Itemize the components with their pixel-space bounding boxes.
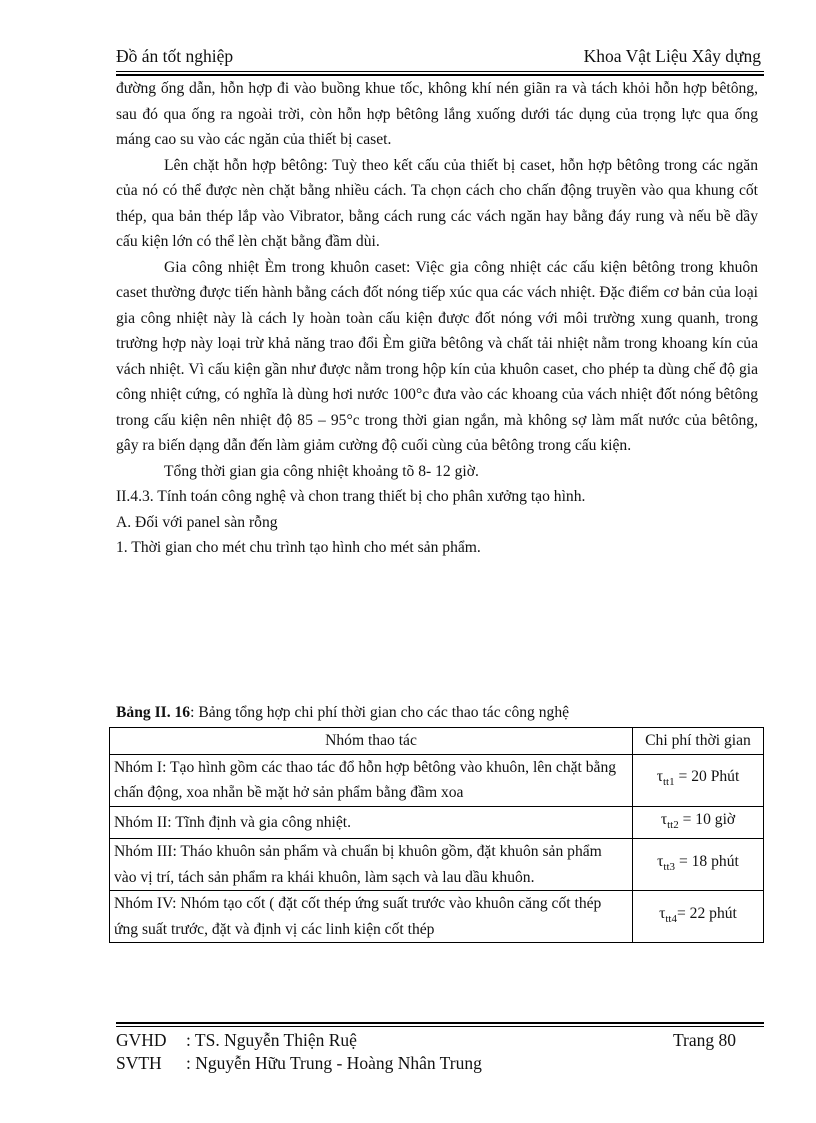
advisor-name: : TS. Nguyễn Thiện Ruệ (186, 1030, 357, 1050)
table-caption-text: : Bảng tổng hợp chi phí thời gian cho các thao tác công nghệ (190, 704, 570, 721)
header-faculty: Khoa Vật Liệu Xây dựng (583, 46, 761, 66)
student-label: SVTH (116, 1053, 162, 1073)
header-group: Nhóm thao tác (110, 728, 633, 755)
operations-time-table (109, 727, 764, 943)
header-time: Chi phí thời gian (633, 728, 764, 755)
tau-subscript: tt2 (667, 818, 679, 831)
paragraph-continuation: đường ống dẫn, hỗn hợp đi vào buồng khue tốc, không khí nén giãn ra và tách khỏi hỗn hợp bêtông, sau đó qua ống ra ngoài trời, còn hỗn hợp bêtông lắng xuống dưới tác dụng của trọng lực qua ống máng cao su vào các ngăn của thiết bị caset. (116, 80, 758, 148)
footer-rule-thick (116, 1022, 764, 1024)
student-names: : Nguyễn Hữu Trung - Hoàng Nhân Trung (186, 1053, 482, 1073)
time-cell (633, 839, 764, 891)
tau-symbol: τ (656, 768, 663, 786)
footer-advisor-row (116, 1029, 736, 1052)
time-cell (633, 754, 764, 806)
footer-rule-thin (116, 1026, 764, 1027)
item-heading: 1. Thời gian cho mét chu trình tạo hình cho mét sản phẩm. (116, 539, 481, 556)
table-row (110, 806, 764, 839)
group-cell: Nhóm I: Tạo hình gồm các thao tác đổ hỗn hợp bêtông vào khuôn, lên chặt bằng chấn động, xoa nhẵn bề mặt hở sản phẩm bằng đầm xoa (110, 754, 633, 806)
time-value: = 18 phút (675, 852, 739, 870)
tau-subscript: tt4 (665, 912, 677, 925)
tau-symbol: τ (660, 810, 668, 828)
section-heading: II.4.3. Tính toán công nghệ và chon trang thiết bị cho phân xưởng tạo hình. (116, 488, 586, 505)
tau-subscript: tt1 (662, 776, 675, 789)
tau-subscript: tt3 (663, 860, 676, 873)
table-header-row (110, 728, 764, 755)
group-cell: Nhóm IV: Nhóm tạo cốt ( đặt cốt thép ứng suất trước vào khuôn căng cốt thép ứng suất trước, đặt và định vị các linh kiện cốt thép (110, 891, 633, 943)
body-text (116, 76, 758, 561)
tau-symbol: τ (659, 904, 666, 922)
advisor-label: GVHD (116, 1030, 167, 1050)
table-row (110, 891, 764, 943)
header-project-title: Đồ án tốt nghiệp (116, 46, 234, 66)
page-footer (116, 1029, 736, 1075)
page-header (116, 46, 761, 72)
time-value: = 20 Phút (674, 768, 740, 786)
group-cell: Nhóm II: Tĩnh định và gia công nhiệt. (110, 806, 633, 839)
paragraph-compaction: Lên chặt hỗn hợp bêtông: Tuỳ theo kết cấu của thiết bị caset, hỗn hợp bêtông trong các ngăn của nó có thể được nèn chặt bằng nhiều cách. Ta chọn cách cho chấn động truyền vào qua khung cốt thép, qua bản thép lắp vào Vibrator, bằng cách rung các vách ngăn hay bằng đáy rung và nếu bề dầy cấu kiện lớn có thể lèn chặt bằng đầm dùi. (116, 156, 758, 250)
page-number: Trang 80 (672, 1030, 736, 1050)
paragraph-heat-treatment: Gia công nhiệt Èm trong khuôn caset: Việc gia công nhiệt các cấu kiện bêtông trong khuôn caset thường được tiến hành bằng cách đốt nóng tiếp xúc qua các vách nhiệt. Đặc điểm cơ bản của loại gia công nhiệt này là cách ly hoàn toàn cấu kiện được đốt nóng với môi trường xung quanh, trong trường hợp này loại trừ khả năng trao đổi Èm giữa bêtông và chất tải nhiệt nằm trong khoang kín của vách nhiệt. Vì cấu kiện gần như được nằm trong hộp kín của khuôn caset, cho phép ta dùng chế độ gia công nhiệt cứng, có nghĩa là dùng hơi nước 100°c đưa vào các khoang của vách nhiệt đốt nóng bêtông trong cấu kiện nên nhiệt độ 85 – 95°c trong thời gian ngắn, mà không sợ làm mất nước của bêtông, gây ra biến dạng dẫn đến làm giảm cường độ cuối cùng của bêtông trong cấu kiện. (116, 258, 758, 454)
group-cell: Nhóm III: Tháo khuôn sản phẩm và chuẩn bị khuôn gồm, đặt khuôn sản phẩm vào vị trí, tách sản phẩm ra khái khuôn, làm sạch và lau dầu khuôn. (110, 839, 633, 891)
table-row (110, 754, 764, 806)
table-caption-label: Bảng II. 16 (116, 704, 191, 721)
header-rule-thin (116, 71, 764, 72)
table-caption (116, 704, 569, 722)
paragraph-total-time: Tổng thời gian gia công nhiệt khoảng tõ 8- 12 giờ. (164, 462, 479, 480)
footer-student-row (116, 1052, 736, 1075)
time-cell (633, 891, 764, 943)
time-value: = 22 phút (676, 904, 737, 922)
tau-symbol: τ (657, 852, 664, 870)
time-cell (633, 806, 764, 839)
subsection-heading: A. Đối với panel sàn rỗng (116, 513, 278, 531)
table-row (110, 839, 764, 891)
time-value: = 10 giờ (678, 810, 736, 828)
